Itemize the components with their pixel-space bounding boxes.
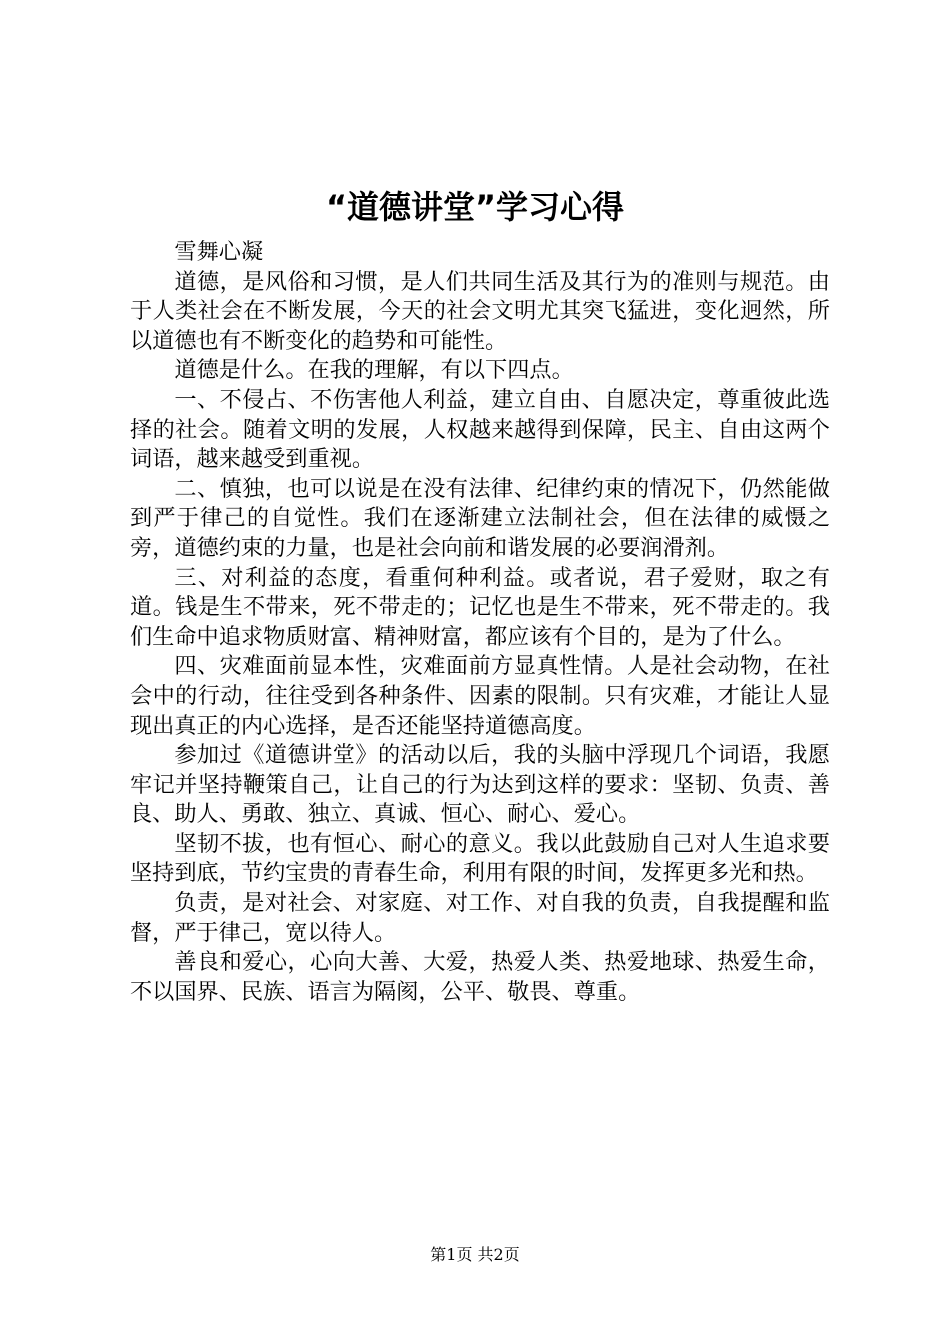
- document-title: “道德讲堂”学习心得: [325, 188, 625, 226]
- paragraph: 参加过《道德讲堂》的活动以后，我的头脑中浮现几个词语，我愿牢记并坚持鞭策自己，让自己的行为达到这样的要求：坚韧、负责、善良、助人、勇敢、独立、真诚、恒心、耐心、爱心。: [130, 742, 830, 828]
- document-body: [130, 238, 830, 1007]
- paragraph: 四、灾难面前显本性，灾难面前方显真性情。人是社会动物，在社会中的行动，往往受到各种条件、因素的限制。只有灾难，才能让人显现出真正的内心选择，是否还能坚持道德高度。: [130, 653, 830, 739]
- author-line: 雪舞心凝: [174, 239, 264, 265]
- paragraph: 三、对利益的态度，看重何种利益。或者说，君子爱财，取之有道。钱是生不带来，死不带走的；记忆也是生不带来，死不带走的。我们生命中追求物质财富、精神财富，都应该有个目的，是为了什么。: [130, 564, 830, 650]
- paragraph: 善良和爱心，心向大善、大爱，热爱人类、热爱地球、热爱生命，不以国界、民族、语言为隔阂，公平、敬畏、尊重。: [130, 949, 830, 1005]
- page-number: 第1页 共2页: [430, 1245, 520, 1264]
- paragraph: 负责，是对社会、对家庭、对工作、对自我的负责，自我提醒和监督，严于律己，宽以待人。: [130, 890, 830, 946]
- paragraph: 道德是什么。在我的理解，有以下四点。: [174, 357, 574, 384]
- paragraph: 一、不侵占、不伤害他人利益，建立自由、自愿决定，尊重彼此选择的社会。随着文明的发展，人权越来越得到保障，民主、自由这两个词语，越来越受到重视。: [130, 386, 830, 473]
- paragraph: 二、慎独，也可以说是在没有法律、纪律约束的情况下，仍然能做到严于律己的自觉性。我们在逐渐建立法制社会，但在法律的威慑之旁，道德约束的力量，也是社会向前和谐发展的必要润滑剂。: [130, 475, 830, 561]
- paragraph: 坚韧不拔，也有恒心、耐心的意义。我以此鼓励自己对人生追求要坚持到底，节约宝贵的青春生命，利用有限的时间，发挥更多光和热。: [130, 830, 830, 887]
- paragraph: 道德，是风俗和习惯，是人们共同生活及其行为的准则与规范。由于人类社会在不断发展，今天的社会文明尤其突飞猛进，变化迥然，所以道德也有不断变化的趋势和可能性。: [130, 268, 830, 354]
